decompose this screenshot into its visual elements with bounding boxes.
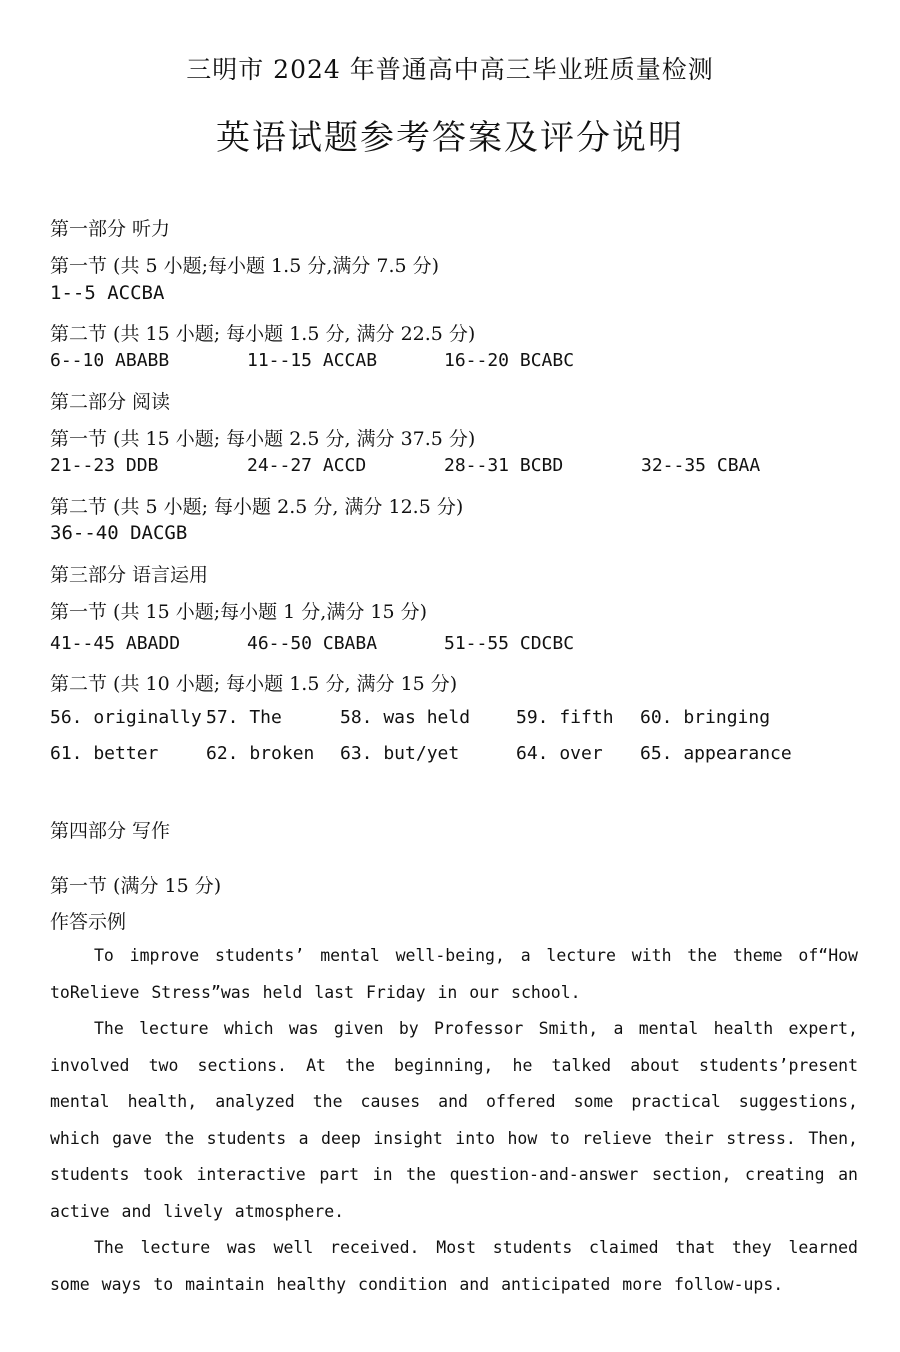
part2-section2-answers: 36--40 DACGB bbox=[50, 522, 188, 544]
part4-section1-heading: 第一节 (满分 15 分) bbox=[50, 875, 222, 897]
part3-heading: 第三部分 语言运用 bbox=[50, 564, 209, 586]
part3-section1-heading: 第一节 (共 15 小题;每小题 1 分,满分 15 分) bbox=[50, 601, 427, 623]
part2-section2-heading: 第二节 (共 5 小题; 每小题 2.5 分, 满分 12.5 分) bbox=[50, 496, 464, 518]
part1-section2-heading: 第二节 (共 15 小题; 每小题 1.5 分, 满分 22.5 分) bbox=[50, 323, 476, 345]
answer-group: 6--10 ABABB bbox=[50, 350, 170, 371]
part2-section1-heading: 第一节 (共 15 小题; 每小题 2.5 分, 满分 37.5 分) bbox=[50, 428, 476, 450]
essay-paragraph-2: The lecture which was given by Professor Smith, a mental health expert, involved two sections. At the beginning, he talked about students’present mental health, analyzed the causes and offered some practical suggestions, which gave the students a deep insight into how to relieve their stress. Then, students took interactive part in the question-and-answer section, creating an active and lively atmosphere. bbox=[50, 1019, 858, 1221]
essay-paragraph-3: The lecture was well received. Most students claimed that they learned some ways to maintain healthy condition and anticipated more follow-ups. bbox=[50, 1238, 858, 1294]
answer-item: 61. better bbox=[50, 743, 159, 764]
answer-item: 62. broken bbox=[206, 743, 315, 764]
answer-item: 56. originally bbox=[50, 707, 202, 728]
answer-group: 21--23 DDB bbox=[50, 455, 159, 476]
answer-item: 58. was held bbox=[340, 707, 471, 728]
part4-heading: 第四部分 写作 bbox=[50, 820, 171, 842]
essay-paragraph-1: To improve students’ mental well-being, a lecture with the theme of“How toRelieve Stress”was held last Friday in our school. bbox=[50, 946, 858, 1002]
answer-group: 32--35 CBAA bbox=[641, 455, 761, 476]
document-title: 三明市 2024 年普通高中高三毕业班质量检测 bbox=[186, 55, 714, 84]
answer-group: 51--55 CDCBC bbox=[444, 633, 575, 654]
answer-group: 46--50 CBABA bbox=[247, 633, 378, 654]
answer-item: 59. fifth bbox=[516, 707, 614, 728]
answer-item: 57. The bbox=[206, 707, 282, 728]
answer-item: 63. but/yet bbox=[340, 743, 460, 764]
sample-answer-label: 作答示例 bbox=[50, 911, 127, 933]
part1-section1-answers: 1--5 ACCBA bbox=[50, 282, 165, 304]
part3-section2-answer-row-2 bbox=[50, 743, 870, 771]
answer-group: 41--45 ABADD bbox=[50, 633, 181, 654]
part1-heading: 第一部分 听力 bbox=[50, 218, 171, 240]
answer-group: 28--31 BCBD bbox=[444, 455, 564, 476]
part3-section2-answer-row-1 bbox=[50, 707, 870, 735]
part2-section1-answer-row bbox=[50, 455, 870, 483]
document-subtitle: 英语试题参考答案及评分说明 bbox=[216, 118, 684, 158]
answer-item: 60. bringing bbox=[640, 707, 771, 728]
answer-item: 64. over bbox=[516, 743, 603, 764]
part3-section1-answer-row bbox=[50, 633, 870, 661]
part1-section2-answer-row bbox=[50, 350, 870, 378]
answer-item: 65. appearance bbox=[640, 743, 792, 764]
part1-section1-heading: 第一节 (共 5 小题;每小题 1.5 分,满分 7.5 分) bbox=[50, 255, 440, 277]
answer-group: 11--15 ACCAB bbox=[247, 350, 378, 371]
answer-group: 16--20 BCABC bbox=[444, 350, 575, 371]
part2-heading: 第二部分 阅读 bbox=[50, 391, 171, 413]
answer-group: 24--27 ACCD bbox=[247, 455, 367, 476]
part3-section2-heading: 第二节 (共 10 小题; 每小题 1.5 分, 满分 15 分) bbox=[50, 673, 458, 695]
